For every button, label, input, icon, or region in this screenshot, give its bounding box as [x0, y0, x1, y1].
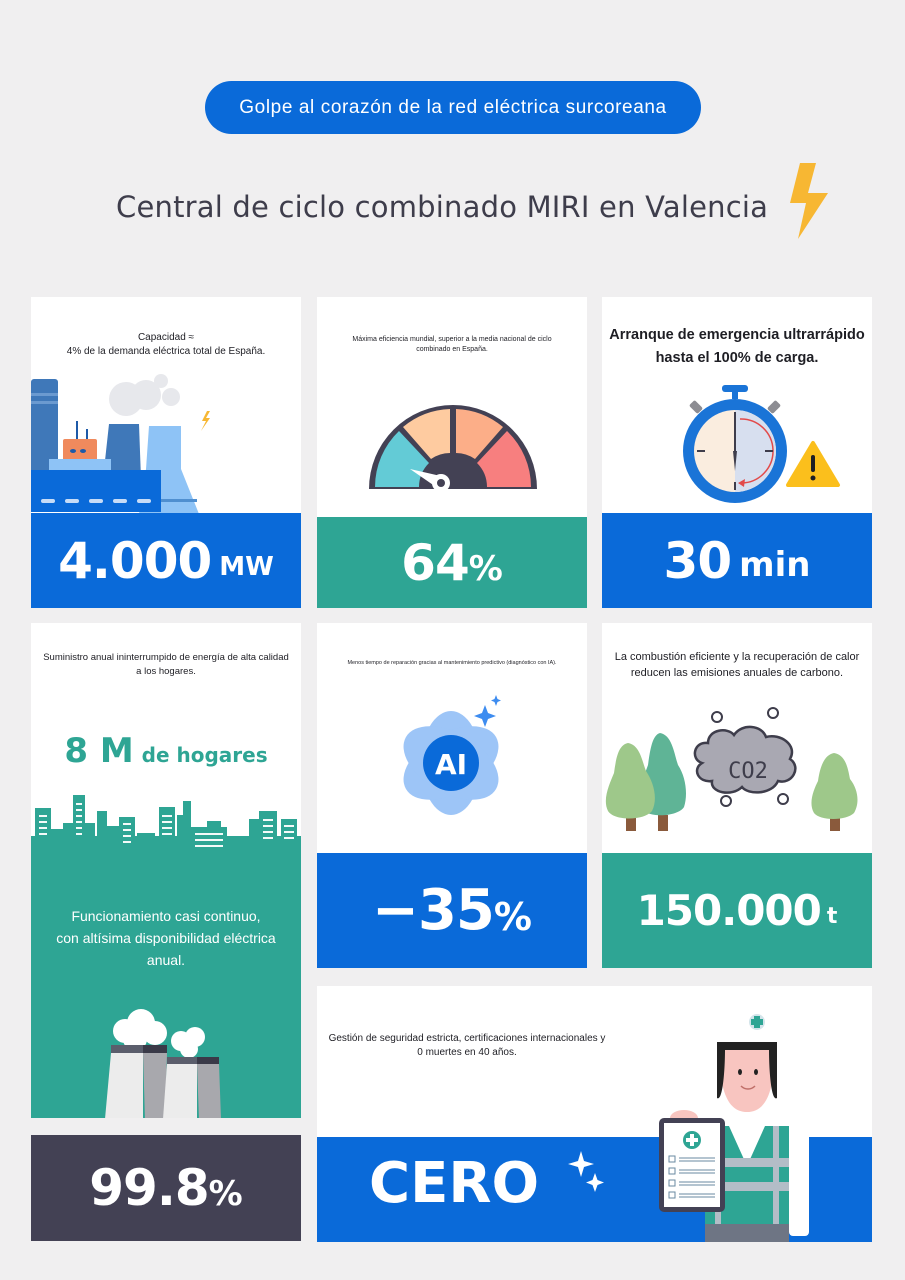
startup-value: 30	[663, 531, 732, 590]
page-title: Central de ciclo combinado MIRI en Valencia	[116, 190, 769, 224]
availability-value-band	[31, 1135, 301, 1241]
city-skyline-icon	[31, 791, 301, 861]
ai-card	[317, 623, 587, 968]
desc-line: 4% de la demanda eléctrica total de España.	[66, 346, 266, 357]
co2-label: CO2	[728, 759, 768, 784]
efficiency-unit: %	[468, 548, 503, 589]
homes-value: 8 M	[64, 731, 134, 771]
desc-line: La combustión eficiente y la recuperación de calor	[614, 651, 860, 663]
lightning-bolt-icon	[786, 163, 830, 239]
desc-line: con altísima disponibilidad eléctrica	[56, 930, 276, 946]
carbon-value-band	[602, 853, 872, 968]
sparkle-icon	[567, 1147, 617, 1197]
desc-line: 0 muertes en 40 años.	[417, 1047, 517, 1058]
desc-line: Funcionamiento casi continuo,	[71, 908, 261, 924]
ai-value: −35	[372, 878, 494, 943]
desc-line: Arranque de emergencia ultrarrápido	[609, 327, 865, 343]
startup-value-band	[602, 513, 872, 608]
cooling-towers-icon	[103, 1001, 223, 1118]
startup-description	[602, 324, 872, 370]
capacity-value-band	[31, 513, 301, 608]
power-plant-icon	[31, 369, 301, 519]
efficiency-description: Máxima eficiencia mundial, superior a la media nacional de ciclo combinado en España.	[352, 336, 552, 353]
capacity-description	[31, 331, 301, 359]
homes-description	[31, 651, 301, 679]
capacity-card	[31, 297, 301, 608]
startup-card	[602, 297, 872, 608]
carbon-unit: t	[826, 904, 838, 929]
desc-line: Suministro anual ininterrumpido de energía de alta calidad	[43, 652, 289, 663]
co2-cloud-icon	[602, 703, 872, 843]
desc-line: Capacidad ≈	[137, 332, 195, 343]
desc-line: Gestión de seguridad estricta, certificaciones internacionales y	[328, 1033, 606, 1044]
ai-badge-text: AI	[434, 748, 468, 781]
availability-unit: %	[208, 1174, 243, 1214]
gauge-icon	[365, 401, 541, 493]
stopwatch-icon	[682, 383, 842, 505]
availability-description	[31, 905, 301, 971]
desc-line: hasta el 100% de carga.	[655, 350, 819, 366]
safety-value: CERO	[369, 1151, 540, 1216]
ai-description: Menos tiempo de reparación gracias al mantenimiento predictivo (diagnóstico con IA).	[347, 660, 557, 666]
efficiency-value-band	[317, 517, 587, 608]
homes-unit: de hogares	[141, 743, 268, 767]
efficiency-value: 64	[401, 533, 469, 592]
safety-worker-icon	[639, 1008, 839, 1242]
desc-line: anual.	[146, 952, 186, 968]
carbon-value: 150.000	[636, 886, 821, 935]
startup-unit: min	[739, 544, 811, 585]
ai-atom-icon	[395, 691, 515, 821]
safety-card	[317, 986, 872, 1242]
carbon-description	[602, 649, 872, 681]
carbon-card	[602, 623, 872, 968]
header-pill: Golpe al corazón de la red eléctrica surcoreana	[205, 81, 701, 134]
ai-value-band	[317, 853, 587, 968]
homes-headline	[31, 731, 301, 771]
homes-teal-panel	[31, 861, 301, 1118]
desc-line: a los hogares.	[136, 666, 196, 677]
efficiency-card	[317, 297, 587, 608]
ai-unit: %	[493, 894, 532, 939]
capacity-unit: MW	[219, 551, 274, 582]
desc-line: reducen las emisiones anuales de carbono.	[630, 667, 844, 679]
capacity-value: 4.000	[58, 531, 212, 590]
availability-value: 99.8	[89, 1159, 209, 1217]
safety-description	[317, 1032, 617, 1060]
homes-card	[31, 623, 301, 1118]
